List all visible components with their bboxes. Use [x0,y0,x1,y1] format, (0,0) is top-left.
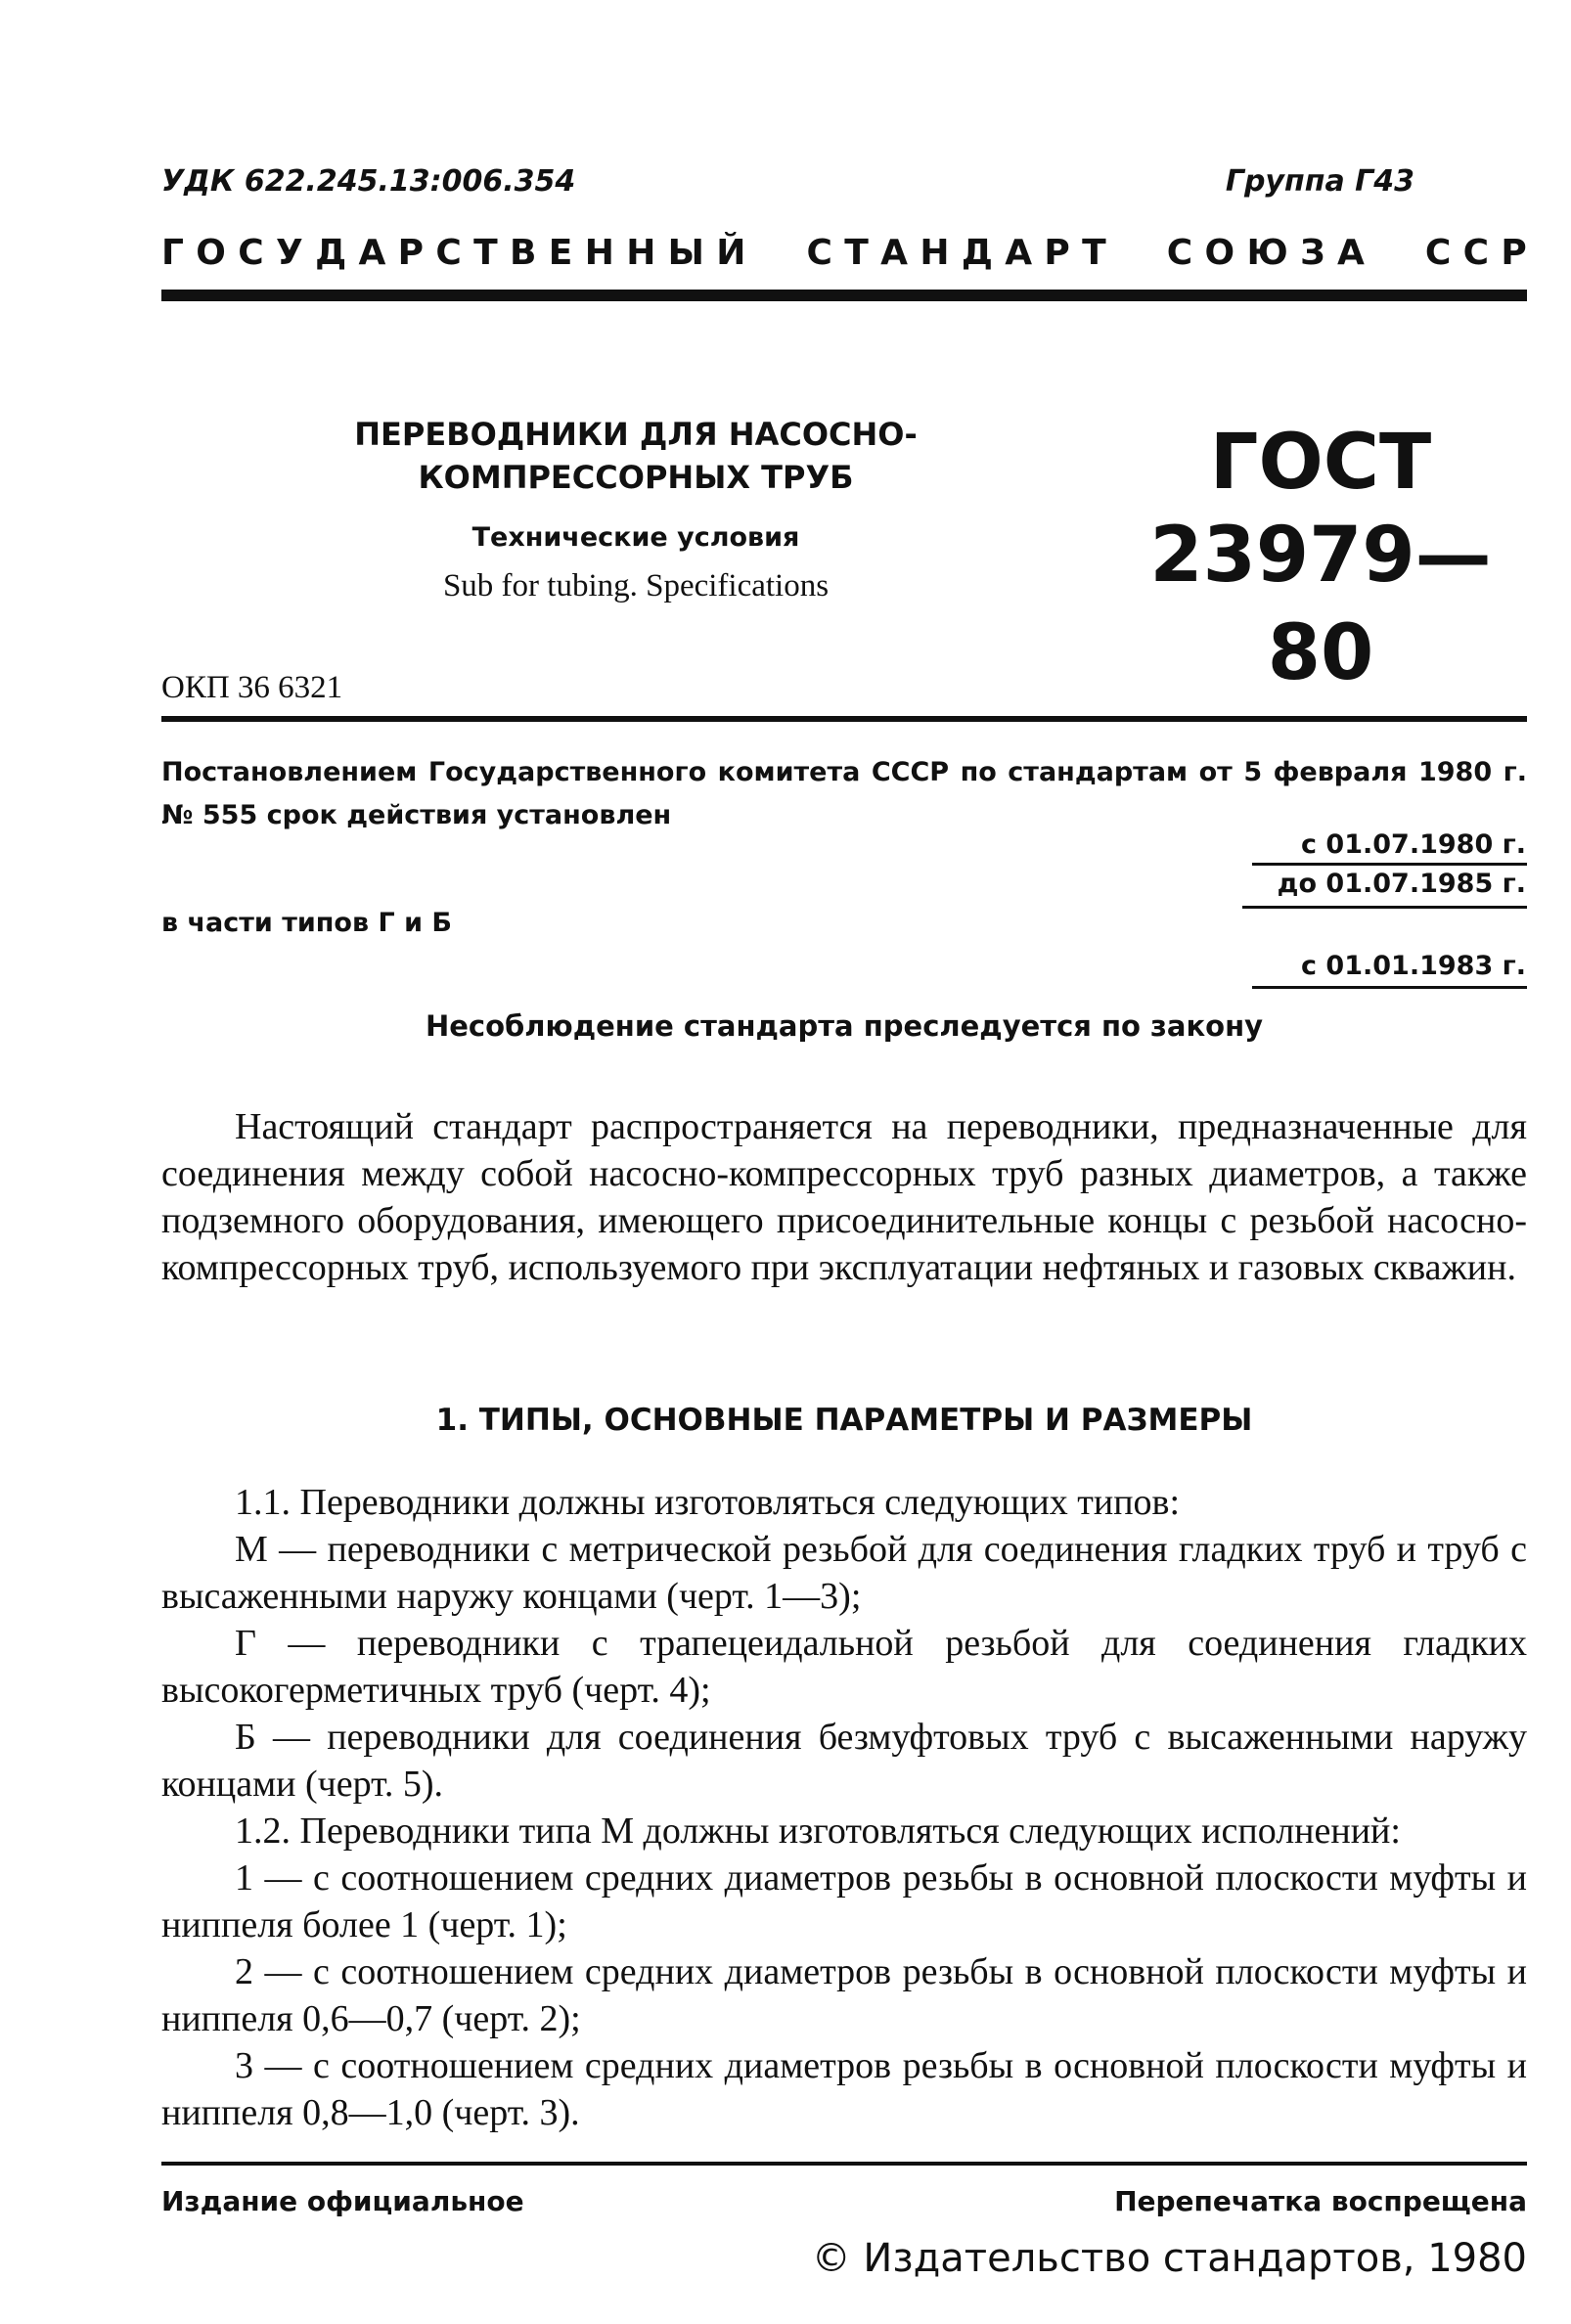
banner-letter: О [1204,233,1235,273]
section-heading: 1. ТИПЫ, ОСНОВНЫЕ ПАРАМЕТРЫ И РАЗМЕРЫ [435,1403,1253,1438]
banner-letter [1143,233,1155,273]
title-block [333,413,939,604]
gost-number: 23979—80 [1149,512,1492,697]
banner-letter [1376,233,1389,273]
group-code: Группа Г43 [1225,164,1414,199]
banner-letter: А [358,233,386,273]
title-subtitle: Технические условия [471,522,800,553]
banner-letter: Ю [1246,233,1288,273]
paragraph: Г — переводники с трапецеидальной резьбой для соединения гладких высокогерметичных труб (черт. 4); [161,1623,1527,1711]
decree-text: Постановлением Государственного комитета СССР по стандартам от 5 февраля 1980 г. № 555 срок действия установлен [161,757,1527,830]
parts-label: в части типов Г и Б [161,908,452,938]
intro-text: Настоящий стандарт распространяется на переводники, предназначенные для соединения между собой насосно-компрессорных труб разных диаметров, а также подземного оборудования, имеющего присоединительные концы с резьбой насосно-компрессорных труб, используемого при эксплуатации нефтяных и газовых скважин. [161,1106,1527,1288]
paragraph: 1.2. Переводники типа М должны изготовляться следующих исполнений: [235,1810,1401,1852]
parts-date-rule [1252,986,1527,989]
paragraph: 1 — с соотношением средних диаметров резьбы в основной плоскости муфты и ниппеля более 1 (черт. 1); [161,1857,1527,1945]
reprint-notice: Перепечатка воспрещена [1114,2185,1527,2217]
banner-letter [1401,233,1414,273]
okp-code: ОКП 36 6321 [161,670,343,705]
banner-letter: В [510,233,537,273]
banner-letter [1118,233,1131,273]
banner-letter: З [1300,233,1325,273]
paragraph: М — переводники с метрической резьбой для соединения гладких труб и труб с высаженными наружу концами (черт. 1—3); [161,1529,1527,1617]
paragraph: 1.1. Переводники должны изготовляться следующих типов: [235,1482,1181,1523]
banner-letter: Т [1082,233,1106,273]
banner-letter: С [1166,233,1193,273]
banner-letter: Е [548,233,573,273]
banner-letter: Ы [667,233,704,273]
banner-letter: Н [584,233,614,273]
banner-letter: С [238,233,264,273]
date-from-rule [1252,863,1527,866]
udk-code: УДК 622.245.13:006.354 [161,164,576,199]
banner-letter: Г [161,233,184,273]
banner-letter: Т [473,233,498,273]
date-to-rule [1242,906,1527,909]
banner-letter: С [806,233,832,273]
banner-letter [783,233,795,273]
date-to: до 01.07.1985 г. [1277,869,1526,899]
title-line-2: КОМПРЕССОРНЫХ ТРУБ [418,459,854,496]
banner-letter: Р [1044,233,1070,273]
banner-letter: А [880,233,909,273]
banner-letter: Д [961,233,993,273]
title-line-1: ПЕРЕВОДНИКИ ДЛЯ НАСОСНО- [354,416,918,453]
parts-date: с 01.01.1983 г. [1301,951,1526,981]
section-body [161,1479,1527,2136]
footer-rule [161,2162,1527,2166]
banner-letter: У [275,233,303,273]
state-standard-banner [161,233,1527,273]
banner-letter: С [1424,233,1452,273]
banner-letter: Р [397,233,425,273]
gost-block [1115,419,1526,702]
banner-letter: О [196,233,226,273]
copyright: © Издательство стандартов, 1980 [811,2236,1527,2281]
banner-letter: А [1005,233,1033,273]
banner-letter: Т [844,233,869,273]
banner-letter: А [1336,233,1365,273]
banner-letter: С [435,233,462,273]
banner-letter: С [1462,233,1490,273]
legal-notice: Несоблюдение стандарта преследуется по закону [425,1009,1264,1043]
banner-letter: Н [920,233,950,273]
banner-letter: Й [716,233,746,273]
paragraph: Б — переводники для соединения безмуфтовых труб с высаженными наружу концами (черт. 5). [161,1717,1527,1805]
banner-letter: Р [1501,233,1527,273]
edition-label: Издание официальное [161,2185,524,2217]
state-standard-row [161,233,1527,273]
gost-label: ГОСТ [1209,419,1432,507]
banner-letter [758,233,771,273]
okp-rule [161,716,1527,722]
paragraph: 2 — с соотношением средних диаметров резьбы в основной плоскости муфты и ниппеля 0,6—0,7 (черт. 2); [161,1951,1527,2039]
paragraph: 3 — с соотношением средних диаметров резьбы в основной плоскости муфты и ниппеля 0,8—1,0 (черт. 3). [161,2045,1527,2133]
header-rule [161,290,1527,301]
intro-paragraph [161,1103,1527,1291]
banner-letter: Н [626,233,656,273]
banner-letter: Д [315,233,347,273]
title-english: Sub for tubing. Specifications [442,568,830,603]
date-from: с 01.07.1980 г. [1301,829,1526,860]
